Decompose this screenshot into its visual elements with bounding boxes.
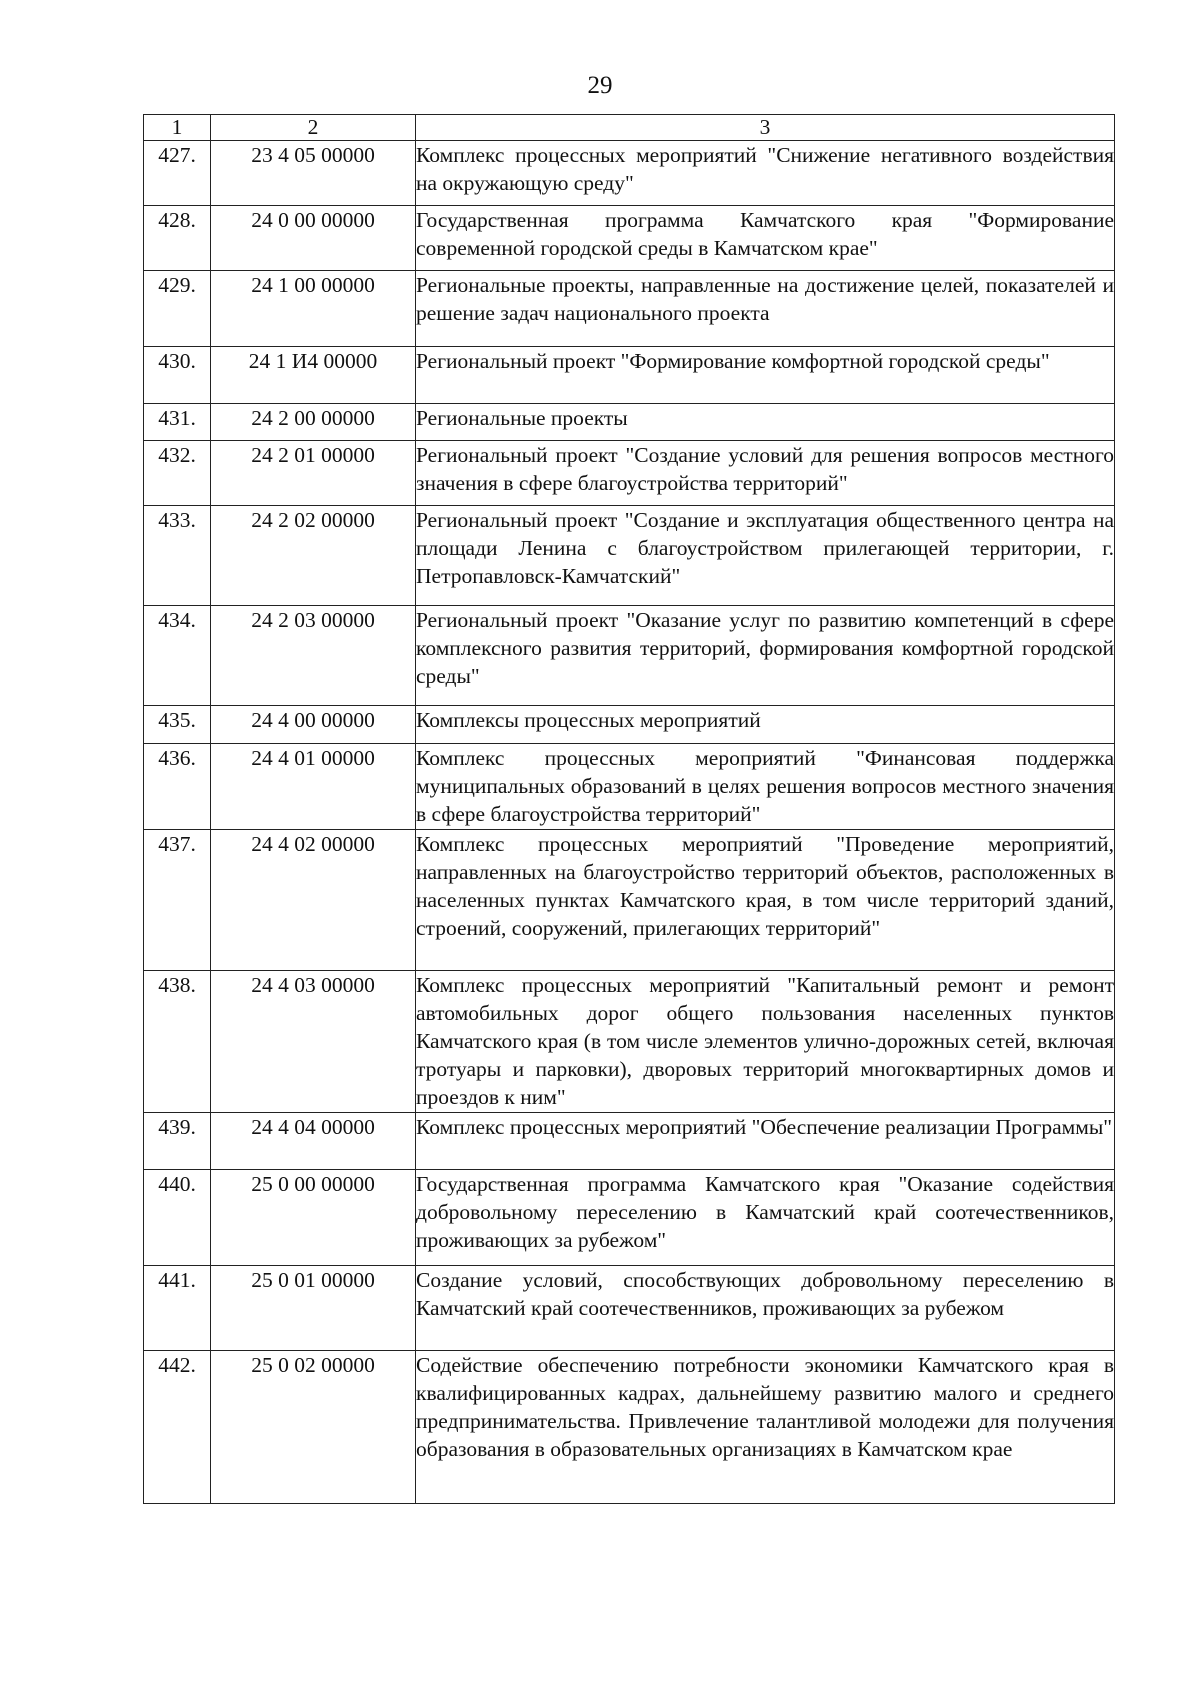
row-code: 25 0 02 00000 bbox=[211, 1351, 416, 1504]
row-name: Региональный проект "Создание и эксплуатация общественного центра на площади Ленина с благоустройством прилегающей территории, г. Петропавловск-Камчатский" bbox=[416, 506, 1115, 606]
row-number: 439. bbox=[144, 1113, 211, 1170]
program-code-table bbox=[143, 114, 1115, 1504]
table-row bbox=[144, 1266, 1115, 1351]
row-name: Региональные проекты bbox=[416, 404, 1115, 441]
row-name: Комплекс процессных мероприятий "Капитальный ремонт и ремонт автомобильных дорог общего пользования населенных пунктов Камчатского края (в том числе элементов улично-дорожных сетей, включая тротуары и парковки), дворовых территорий многоквартирных домов и проездов к ним" bbox=[416, 971, 1115, 1113]
row-number: 437. bbox=[144, 830, 211, 971]
row-name: Комплекс процессных мероприятий "Снижение негативного воздействия на окружающую среду" bbox=[416, 141, 1115, 206]
table-row bbox=[144, 441, 1115, 506]
table-row bbox=[144, 1170, 1115, 1266]
row-number: 428. bbox=[144, 206, 211, 271]
table-row bbox=[144, 206, 1115, 271]
row-number: 438. bbox=[144, 971, 211, 1113]
table-row bbox=[144, 1351, 1115, 1504]
row-name: Содействие обеспечению потребности экономики Камчатского края в квалифицированных кадрах, дальнейшему развитию малого и среднего предпринимательства. Привлечение талантливой молодежи для получения образования в образовательных организациях в Камчатском крае bbox=[416, 1351, 1115, 1504]
row-number: 432. bbox=[144, 441, 211, 506]
row-number: 430. bbox=[144, 347, 211, 404]
row-number: 436. bbox=[144, 744, 211, 830]
table-row bbox=[144, 830, 1115, 971]
row-code: 24 1 И4 00000 bbox=[211, 347, 416, 404]
row-name: Создание условий, способствующих добровольному переселению в Камчатский край соотечественников, проживающих за рубежом bbox=[416, 1266, 1115, 1351]
row-code: 24 0 00 00000 bbox=[211, 206, 416, 271]
row-code: 25 0 01 00000 bbox=[211, 1266, 416, 1351]
row-number: 441. bbox=[144, 1266, 211, 1351]
table-row bbox=[144, 1113, 1115, 1170]
row-code: 24 4 01 00000 bbox=[211, 744, 416, 830]
row-name: Комплекс процессных мероприятий "Обеспечение реализации Программы" bbox=[416, 1113, 1115, 1170]
row-number: 431. bbox=[144, 404, 211, 441]
row-code: 24 4 04 00000 bbox=[211, 1113, 416, 1170]
row-code: 24 2 00 00000 bbox=[211, 404, 416, 441]
table-row bbox=[144, 404, 1115, 441]
row-number: 433. bbox=[144, 506, 211, 606]
row-name: Региональный проект "Оказание услуг по развитию компетенций в сфере комплексного развития территорий, формирования комфортной городской среды" bbox=[416, 606, 1115, 706]
table-row bbox=[144, 347, 1115, 404]
table-row bbox=[144, 606, 1115, 706]
row-name: Региональные проекты, направленные на достижение целей, показателей и решение задач национального проекта bbox=[416, 271, 1115, 347]
row-name: Региональный проект "Формирование комфортной городской среды" bbox=[416, 347, 1115, 404]
table-row bbox=[144, 706, 1115, 744]
column-header-name: 3 bbox=[416, 115, 1115, 141]
table-row bbox=[144, 506, 1115, 606]
column-header-number: 1 bbox=[144, 115, 211, 141]
row-code: 23 4 05 00000 bbox=[211, 141, 416, 206]
page-number: 29 bbox=[587, 72, 613, 99]
column-header-code: 2 bbox=[211, 115, 416, 141]
row-code: 24 4 00 00000 bbox=[211, 706, 416, 744]
row-number: 440. bbox=[144, 1170, 211, 1266]
table-row bbox=[144, 141, 1115, 206]
table-header-row bbox=[144, 115, 1115, 141]
table-row bbox=[144, 971, 1115, 1113]
row-name: Региональный проект "Создание условий для решения вопросов местного значения в сфере благоустройства территорий" bbox=[416, 441, 1115, 506]
row-number: 435. bbox=[144, 706, 211, 744]
row-code: 25 0 00 00000 bbox=[211, 1170, 416, 1266]
row-code: 24 2 01 00000 bbox=[211, 441, 416, 506]
row-code: 24 1 00 00000 bbox=[211, 271, 416, 347]
table-row bbox=[144, 271, 1115, 347]
row-number: 429. bbox=[144, 271, 211, 347]
row-code: 24 2 02 00000 bbox=[211, 506, 416, 606]
table-row bbox=[144, 744, 1115, 830]
row-code: 24 4 03 00000 bbox=[211, 971, 416, 1113]
row-name: Государственная программа Камчатского края "Оказание содействия добровольному переселению в Камчатский край соотечественников, проживающих за рубежом" bbox=[416, 1170, 1115, 1266]
row-number: 427. bbox=[144, 141, 211, 206]
row-code: 24 4 02 00000 bbox=[211, 830, 416, 971]
row-name: Комплекс процессных мероприятий "Финансовая поддержка муниципальных образований в целях решения вопросов местного значения в сфере благоустройства территорий" bbox=[416, 744, 1115, 830]
row-name: Государственная программа Камчатского края "Формирование современной городской среды в Камчатском крае" bbox=[416, 206, 1115, 271]
row-code: 24 2 03 00000 bbox=[211, 606, 416, 706]
row-name: Комплексы процессных мероприятий bbox=[416, 706, 1115, 744]
row-number: 442. bbox=[144, 1351, 211, 1504]
row-name: Комплекс процессных мероприятий "Проведение мероприятий, направленных на благоустройство территорий объектов, расположенных в населенных пунктах Камчатского края, в том числе территорий зданий, строений, сооружений, прилегающих территорий" bbox=[416, 830, 1115, 971]
row-number: 434. bbox=[144, 606, 211, 706]
